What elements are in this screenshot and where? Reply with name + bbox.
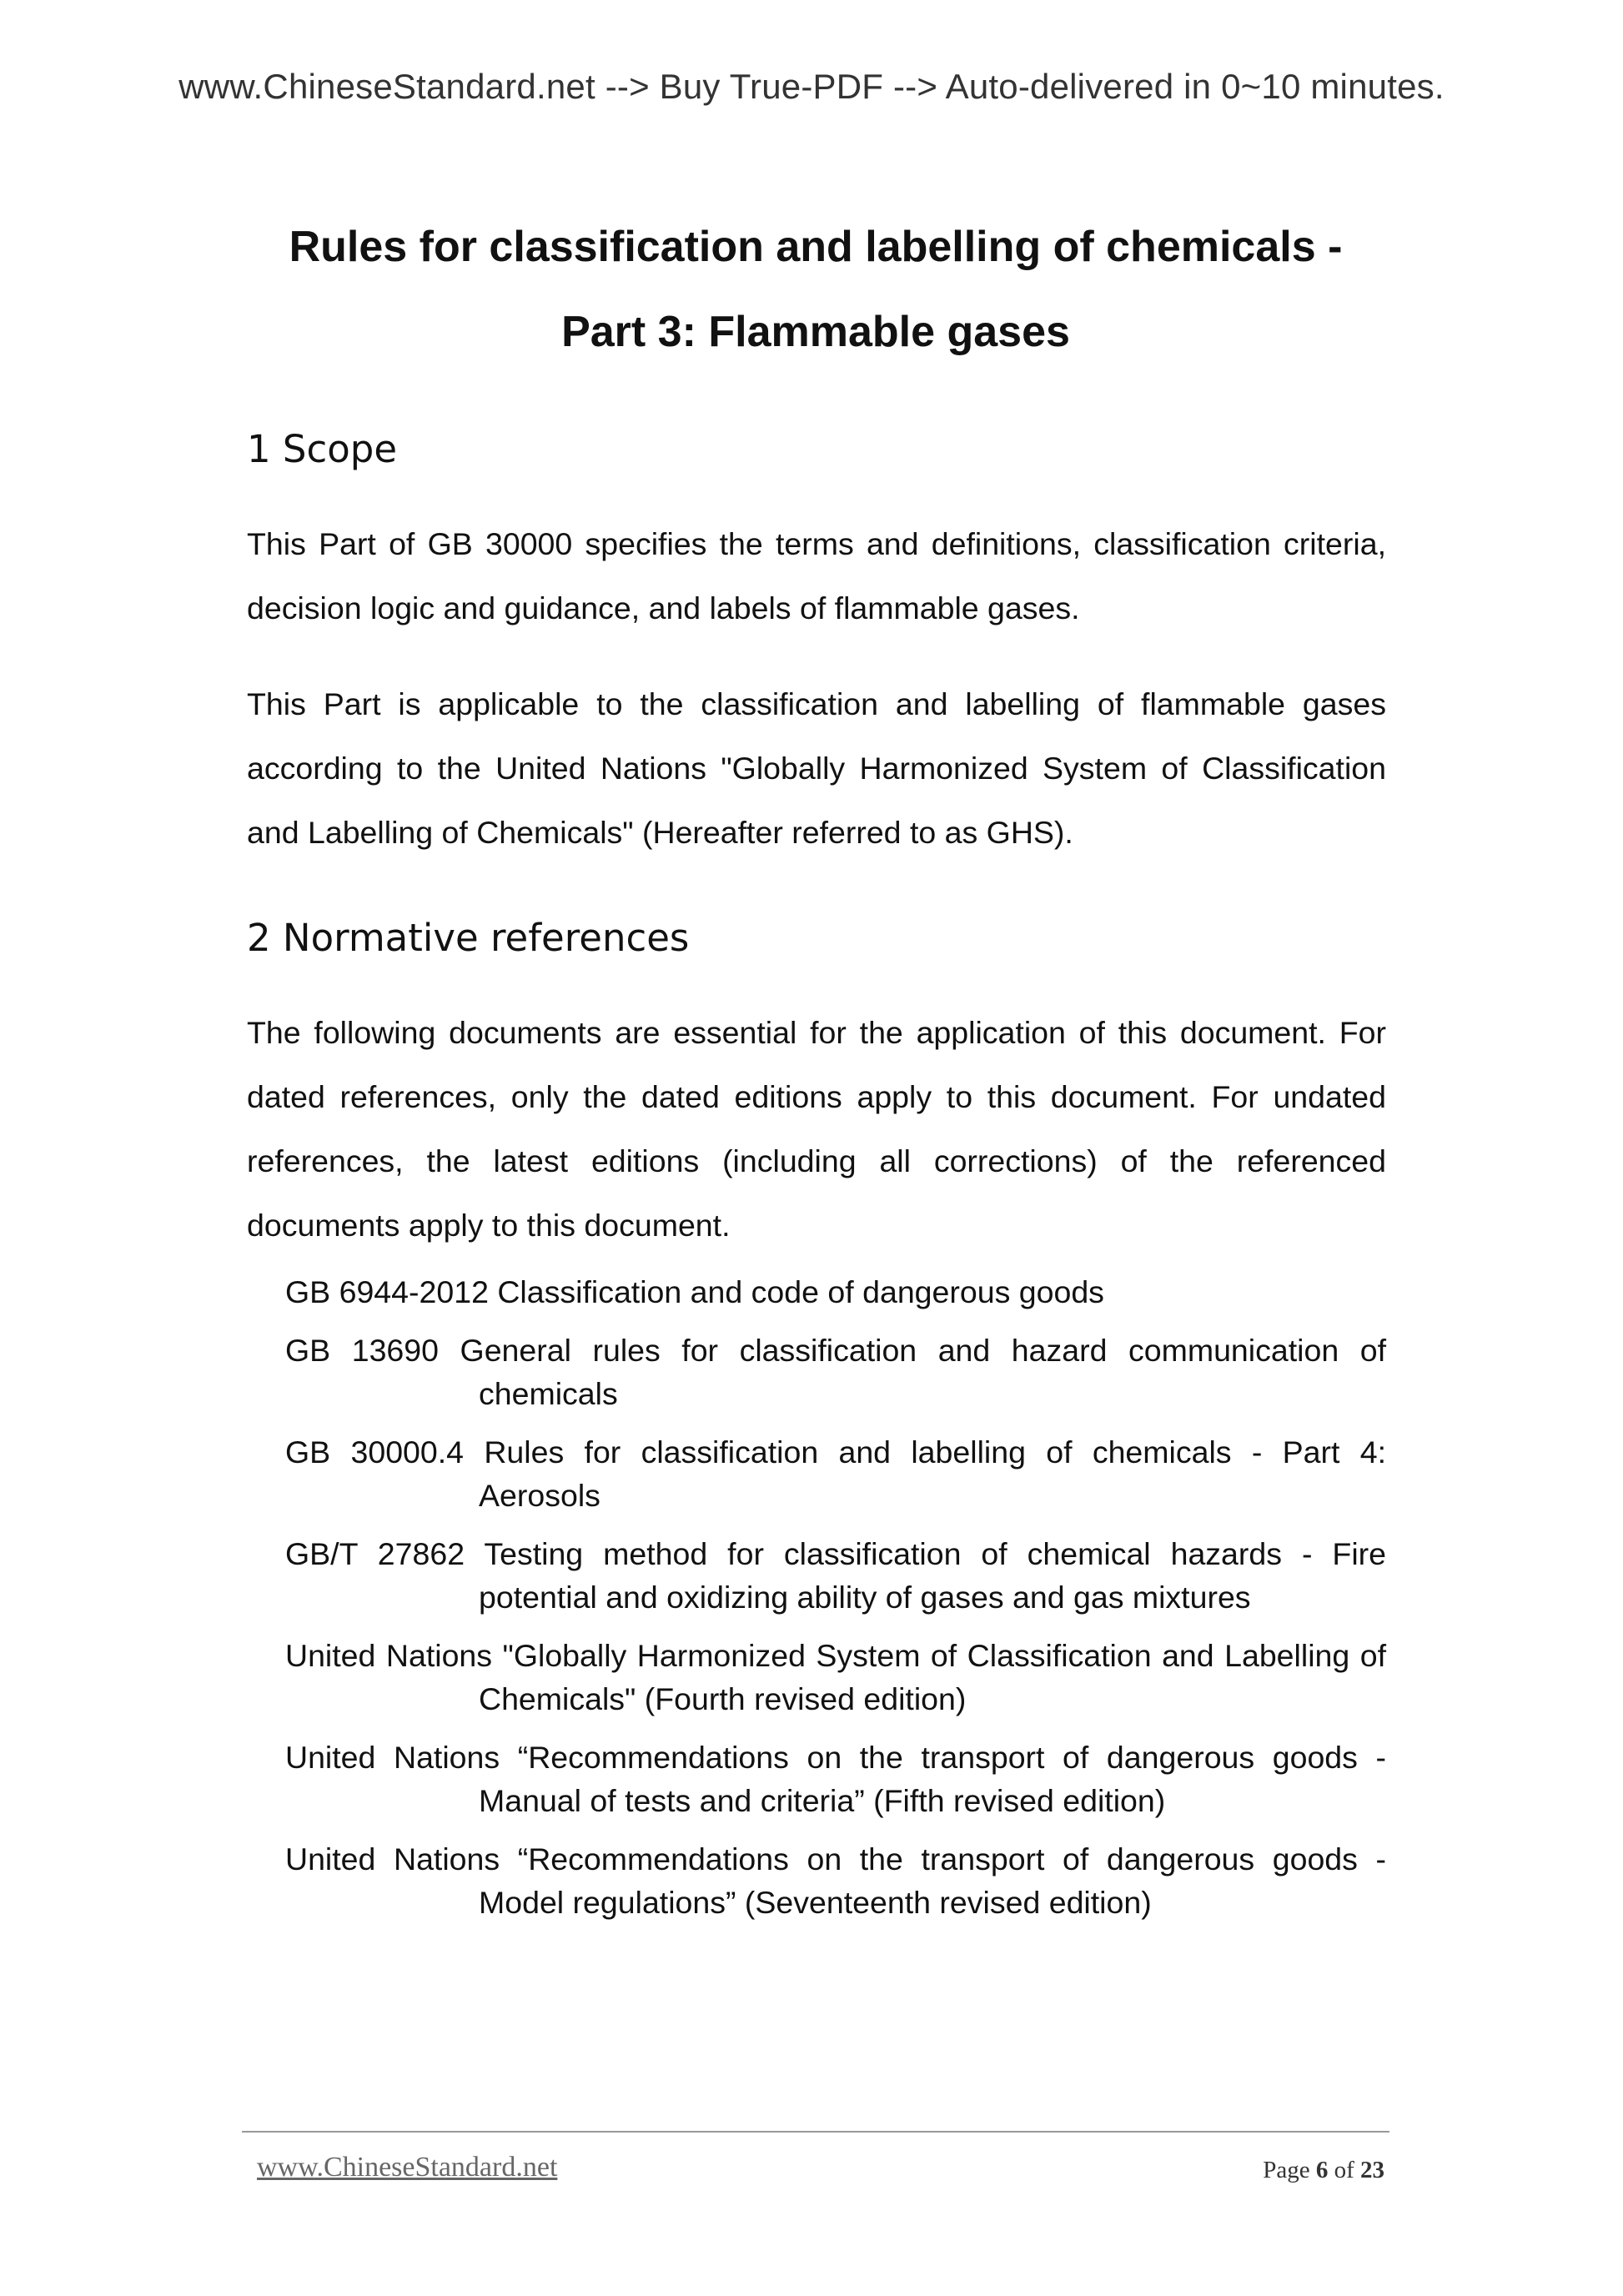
scope-paragraph-2: This Part is applicable to the classification and labelling of flammable gases according to the United Nations "Globally Harmonized System of Classification and Labelling of Chemicals" (Hereafter referred to as GHS). bbox=[247, 686, 1386, 850]
section-heading-scope: 1 Scope bbox=[247, 427, 398, 471]
page-current: 6 bbox=[1315, 2157, 1329, 2183]
reference-item: GB 30000.4 Rules for classification and labelling of chemicals - Part 4: Aerosols bbox=[285, 1434, 1386, 1513]
page-of: of bbox=[1334, 2157, 1354, 2183]
scope-paragraph-1: This Part of GB 30000 specifies the terms and definitions, classification criteria, decision logic and guidance, and labels of flammable gases. bbox=[247, 526, 1386, 625]
reference-item: United Nations “Recommendations on the transport of dangerous goods - Model regulations” (Seventeenth revised edition) bbox=[285, 1841, 1386, 1920]
page-prefix: Page bbox=[1263, 2157, 1310, 2183]
reference-item: GB 6944-2012 Classification and code of dangerous goods bbox=[285, 1274, 1104, 1309]
section-heading-normative-references: 2 Normative references bbox=[247, 916, 690, 960]
reference-list bbox=[285, 1270, 1386, 1939]
document-title-line-1: Rules for classification and labelling of chemicals - bbox=[289, 223, 1343, 271]
page-number bbox=[1263, 2157, 1384, 2184]
footer-divider bbox=[242, 2131, 1389, 2133]
reference-item: United Nations “Recommendations on the transport of dangerous goods - Manual of tests and criteria” (Fifth revised edition) bbox=[285, 1740, 1386, 1818]
document-title-line-2: Part 3: Flammable gases bbox=[561, 308, 1070, 356]
normative-references-intro: The following documents are essential for the application of this document. For dated references, only the dated editions apply to this document. For undated references, the latest editions (including all corrections) of the referenced documents apply to this document. bbox=[247, 1015, 1386, 1243]
reference-item: United Nations "Globally Harmonized System of Classification and Labelling of Chemicals" (Fourth revised edition) bbox=[285, 1638, 1386, 1716]
page-total: 23 bbox=[1360, 2157, 1384, 2183]
footer-website-link[interactable]: www.ChineseStandard.net bbox=[257, 2152, 558, 2183]
reference-item: GB 13690 General rules for classification and hazard communication of chemicals bbox=[285, 1333, 1386, 1411]
reference-item: GB/T 27862 Testing method for classification of chemical hazards - Fire potential and oxidizing ability of gases and gas mixtures bbox=[285, 1536, 1386, 1615]
top-banner-link[interactable]: www.ChineseStandard.net --> Buy True-PDF --> Auto-delivered in 0~10 minutes. bbox=[178, 67, 1445, 106]
